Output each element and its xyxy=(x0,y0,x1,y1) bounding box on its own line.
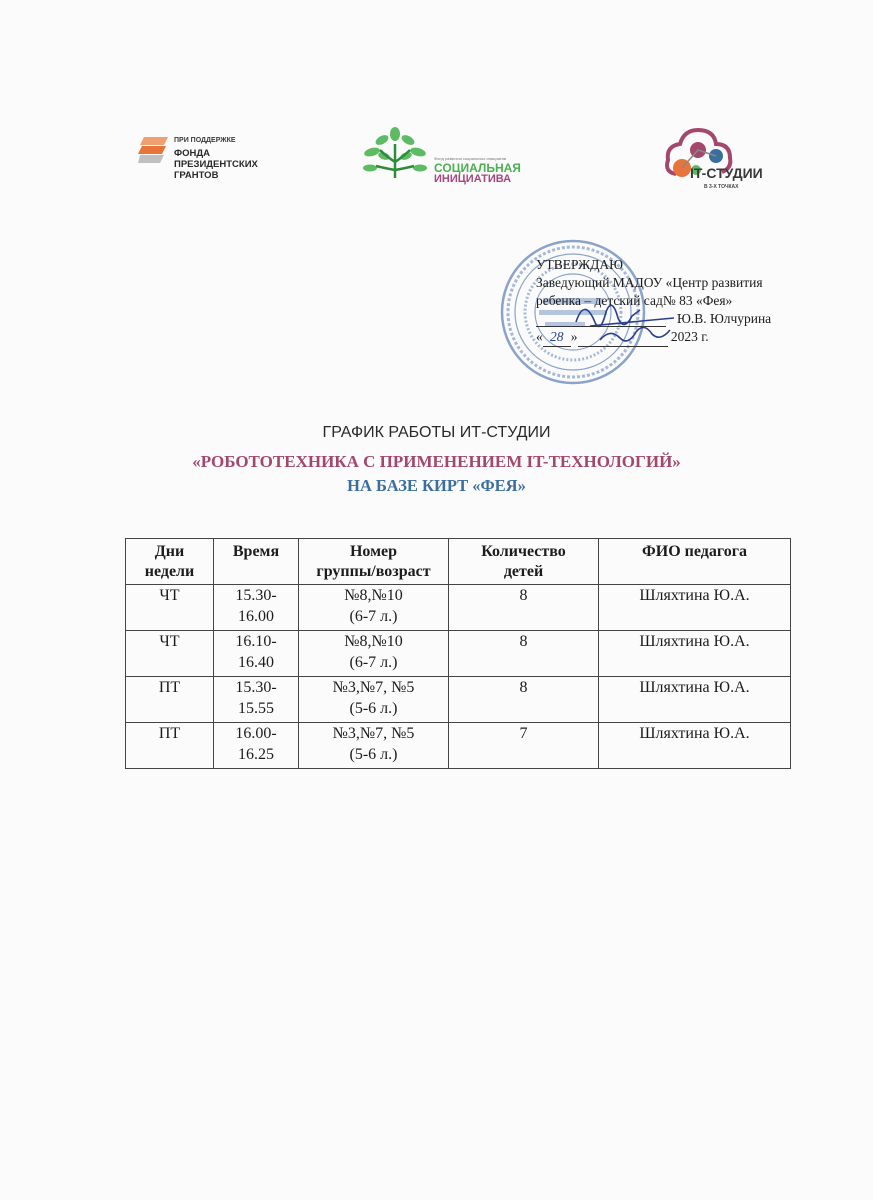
table-row xyxy=(126,631,791,677)
approval-signer: Ю.В. Юлчурина xyxy=(677,311,772,326)
table-header-row xyxy=(126,539,791,585)
si-line2: ИНИЦИАТИВА xyxy=(434,173,512,185)
cell-day: ЧТ xyxy=(126,631,214,677)
cell-count: 8 xyxy=(449,631,599,677)
cell-group-age: (5-6 л.) xyxy=(349,746,398,763)
cell-time-start: 15.30- xyxy=(235,679,277,696)
approval-line1: Заведующий МАДОУ «Центр развития xyxy=(536,275,763,290)
cell-teacher: Шляхтина Ю.А. xyxy=(599,723,791,769)
date-year: 2023 г. xyxy=(670,329,709,344)
table-row xyxy=(126,677,791,723)
header-days xyxy=(126,539,214,585)
cell-time-end: 16.00 xyxy=(238,608,274,625)
header-time-l1: Время xyxy=(232,543,280,560)
schedule-subtitle: «РОБОТОТЕХНИКА С ПРИМЕНЕНИЕМ IT-ТЕХНОЛОГИЙ» xyxy=(192,452,681,471)
cell-time xyxy=(214,723,299,769)
tree-icon xyxy=(360,126,430,184)
fpg-line2: ПРЕЗИДЕНТСКИХ xyxy=(174,159,258,170)
schedule-location: НА БАЗЕ КИРТ «ФЕЯ» xyxy=(347,476,526,495)
cell-group-numbers: №8,№10 xyxy=(344,587,403,604)
cell-group-numbers: №3,№7, №5 xyxy=(332,679,415,696)
table-row xyxy=(126,723,791,769)
header-teacher xyxy=(599,539,791,585)
presidential-grants-logo xyxy=(138,131,288,181)
header-group-l1: Номер xyxy=(349,543,398,560)
cell-count: 7 xyxy=(449,723,599,769)
schedule-title: ГРАФИК РАБОТЫ ИТ-СТУДИИ xyxy=(322,424,551,441)
fpg-title xyxy=(174,148,258,181)
cell-group-age: (6-7 л.) xyxy=(349,608,398,625)
date-day: 28 xyxy=(543,328,571,347)
date-close-quote: » xyxy=(570,329,578,344)
fpg-small-text: ПРИ ПОДДЕРЖКЕ xyxy=(174,137,236,144)
si-line1: СОЦИАЛЬНАЯ xyxy=(434,161,521,175)
cell-group xyxy=(299,631,449,677)
cell-group-age: (6-7 л.) xyxy=(349,654,398,671)
cell-teacher: Шляхтина Ю.А. xyxy=(599,677,791,723)
fpg-line3: ГРАНТОВ xyxy=(174,170,219,181)
approval-heading: УТВЕРЖДАЮ xyxy=(536,257,624,272)
it-studios-logo xyxy=(662,124,777,196)
header-count xyxy=(449,539,599,585)
approval-line2: ребенка – детский сад№ 83 «Фея» xyxy=(536,293,733,308)
social-initiative-logo xyxy=(360,126,530,186)
header-count-l1: Количество xyxy=(481,543,566,560)
cell-count: 8 xyxy=(449,677,599,723)
cell-day: ПТ xyxy=(126,677,214,723)
cell-day: ЧТ xyxy=(126,585,214,631)
si-tiny-text: Фонд развития социальных инициатив xyxy=(434,156,507,161)
cell-time-end: 15.55 xyxy=(238,700,274,717)
signature-line xyxy=(536,310,666,327)
cell-group xyxy=(299,723,449,769)
cell-group-numbers: №8,№10 xyxy=(344,633,403,650)
header-group-l2: группы/возраст xyxy=(316,563,431,580)
date-month-line xyxy=(578,332,668,347)
cell-group xyxy=(299,585,449,631)
header-teacher-l1: ФИО педагога xyxy=(642,543,747,560)
header-count-l2: детей xyxy=(503,563,544,580)
cell-teacher: Шляхтина Ю.А. xyxy=(599,585,791,631)
grants-flag-icon xyxy=(138,135,170,165)
table-row xyxy=(126,585,791,631)
it-subtitle: В 3-Х ТОЧКАХ xyxy=(704,184,739,190)
cell-teacher: Шляхтина Ю.А. xyxy=(599,631,791,677)
it-title: IT-СТУДИИ xyxy=(690,165,763,181)
header-group xyxy=(299,539,449,585)
cell-time xyxy=(214,631,299,677)
cell-time-start: 16.00- xyxy=(235,725,277,742)
header-days-l1: Дни xyxy=(154,543,185,560)
cell-day: ПТ xyxy=(126,723,214,769)
cell-time-end: 16.25 xyxy=(238,746,274,763)
cell-time-start: 15.30- xyxy=(235,587,277,604)
cell-group xyxy=(299,677,449,723)
cell-time-start: 16.10- xyxy=(235,633,277,650)
date-open-quote: « xyxy=(536,329,543,344)
header-days-l2: недели xyxy=(144,563,195,580)
cell-time xyxy=(214,585,299,631)
cell-time xyxy=(214,677,299,723)
schedule-table xyxy=(125,538,791,769)
cell-group-numbers: №3,№7, №5 xyxy=(332,725,415,742)
fpg-line1: ФОНДА xyxy=(174,148,210,159)
cell-time-end: 16.40 xyxy=(238,654,274,671)
header-time xyxy=(214,539,299,585)
cell-group-age: (5-6 л.) xyxy=(349,700,398,717)
approval-date xyxy=(536,328,709,347)
cell-count: 8 xyxy=(449,585,599,631)
